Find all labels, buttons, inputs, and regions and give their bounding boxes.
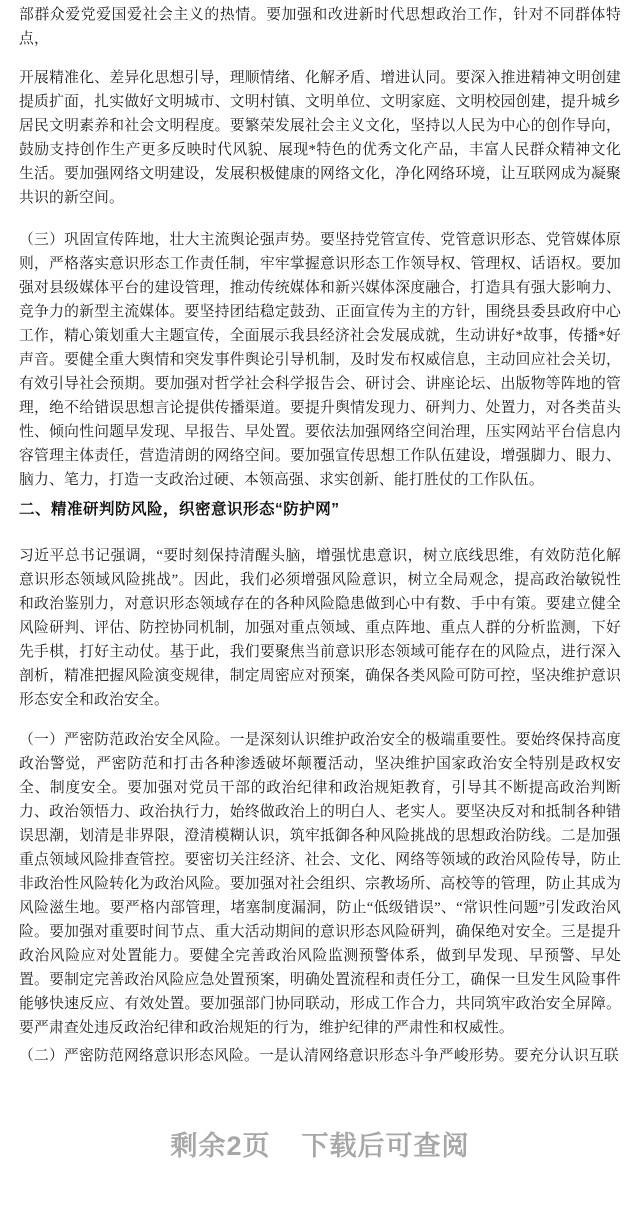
download-to-view-hint[interactable]: 下载后可查阅: [301, 1131, 470, 1161]
footer-download-notice[interactable]: [0, 1128, 640, 1164]
paragraph-political-security-risk: （一）严密防范政治安全风险。一是深刻认识维护政治安全的极端重要性。要始终保持高度政治警觉，严密防范和打击各种渗透破坏颠覆活动，坚决维护国家政治安全特别是政权安全、制度安全。要加强对党员干部的政治纪律和政治规矩教育，引导其不断提高政治判断力、政治领悟力、政治执行力，始终做政治上的明白人、老实人。要坚决反对和抵制各种错误思潮，划清是非界限，澄清模糊认识，筑牢抵御各种风险挑战的思想政治防线。二是加强重点领域风险排查管控。要密切关注经济、社会、文化、网络等领域的政治风险传导，防止非政治性风险转化为政治风险。要加强对社会组织、宗教场所、高校等的管理，防止其成为风险滋生地。要严格内部管理，堵塞制度漏洞，防止“低级错误”、“常识性问题”引发政治风险。要加强对重要时间节点、重大活动期间的意识形态风险研判，确保绝对安全。三是提升政治风险应对处置能力。要健全完善政治风险监测预警体系，做到早发现、早预警、早处置。要制定完善政治风险应急处置预案，明确处置流程和责任分工，确保一旦发生风险事件能够快速反应、有效处置。要加强部门协同联动，形成工作合力，共同筑牢政治安全屏障。要严肃查处违反政治纪律和政治规矩的行为，维护纪律的严肃性和权威性。: [19, 732, 621, 1036]
paragraph-network-ideology-risk-truncated: （二）严密防范网络意识形态风险。一是认清网络意识形态斗争严峻形势。要充分认识互联: [19, 1048, 619, 1064]
paragraph-continued-from-previous-page: 部群众爱党爱国爱社会主义的热情。要加强和改进新时代思想政治工作，针对不同群体特点，: [19, 7, 621, 47]
section-heading-two-risk-prevention: 二、精准研判防风险，织密意识形态“防护网”: [19, 501, 340, 518]
remaining-pages-label: 剩余2页: [170, 1131, 271, 1161]
paragraph-risk-awareness: 习近平总书记强调，“要时刻保持清醒头脑，增强忧患意识，树立底线思维，有效防范化解意识形态领域风险挑战”。因此，我们必须增强风险意识，树立全局观念，提高政治敏锐性和政治鉴别力，对意识形态领域存在的各种风险隐患做到心中有数、手中有策。要建立健全风险研判、评估、防控协同机制，加强对重点领域、重点阵地、重点人群的分析监测，下好先手棋，打好主动仗。基于此，我们要聚焦当前意识形态领域可能存在的风险点，进行深入剖析，精准把握风险演变规律，制定周密应对预案，确保各类风险可防可控，坚决维护意识形态安全和政治安全。: [19, 548, 621, 708]
paragraph-ideology-guidance: 开展精准化、差异化思想引导，理顺情绪、化解矛盾、增进认同。要深入推进精神文明创建提质扩面，扎实做好文明城市、文明村镇、文明单位、文明家庭、文明校园创建，提升城乡居民文明素养和社会文明程度。要繁荣发展社会主义文化，坚持以人民为中心的创作导向，鼓励支持创作生产更多反映时代风貌、展现*特色的优秀文化产品，丰富人民群众精神文化生活。要加强网络文明建设，发展积极健康的网络文化，净化网络环境，让互联网成为凝聚共识的新空间。: [19, 70, 621, 206]
paragraph-section-three-propaganda: （三）巩固宣传阵地，壮大主流舆论强声势。要坚持党管宣传、党管意识形态、党管媒体原则，严格落实意识形态工作责任制，牢牢掌握意识形态工作领导权、管理权、话语权。要加强对县级媒体平台的建设管理，推动传统媒体和新兴媒体深度融合，打造具有强大影响力、竞争力的新型主流媒体。要坚持团结稳定鼓劲、正面宣传为主的方针，围绕县委县政府中心工作，精心策划重大主题宣传，全面展示我县经济社会发展成就，生动讲好*故事，传播*好声音。要健全重大舆情和突发事件舆论引导机制，及时发布权威信息，主动回应社会关切，有效引导社会预期。要加强对哲学社会科学报告会、研讨会、讲座论坛、出版物等阵地的管理，绝不给错误思想言论提供传播渠道。要提升舆情发现力、研判力、处置力，对各类苗头性、倾向性问题早发现、早报告、早处置。要依法加强网络空间治理，压实网站平台信息内容管理主体责任，营造清朗的网络空间。要加强宣传思想工作队伍建设，增强脚力、眼力、脑力、笔力，打造一支政治过硬、本领高强、求实创新、能打胜仗的工作队伍。: [19, 232, 621, 488]
